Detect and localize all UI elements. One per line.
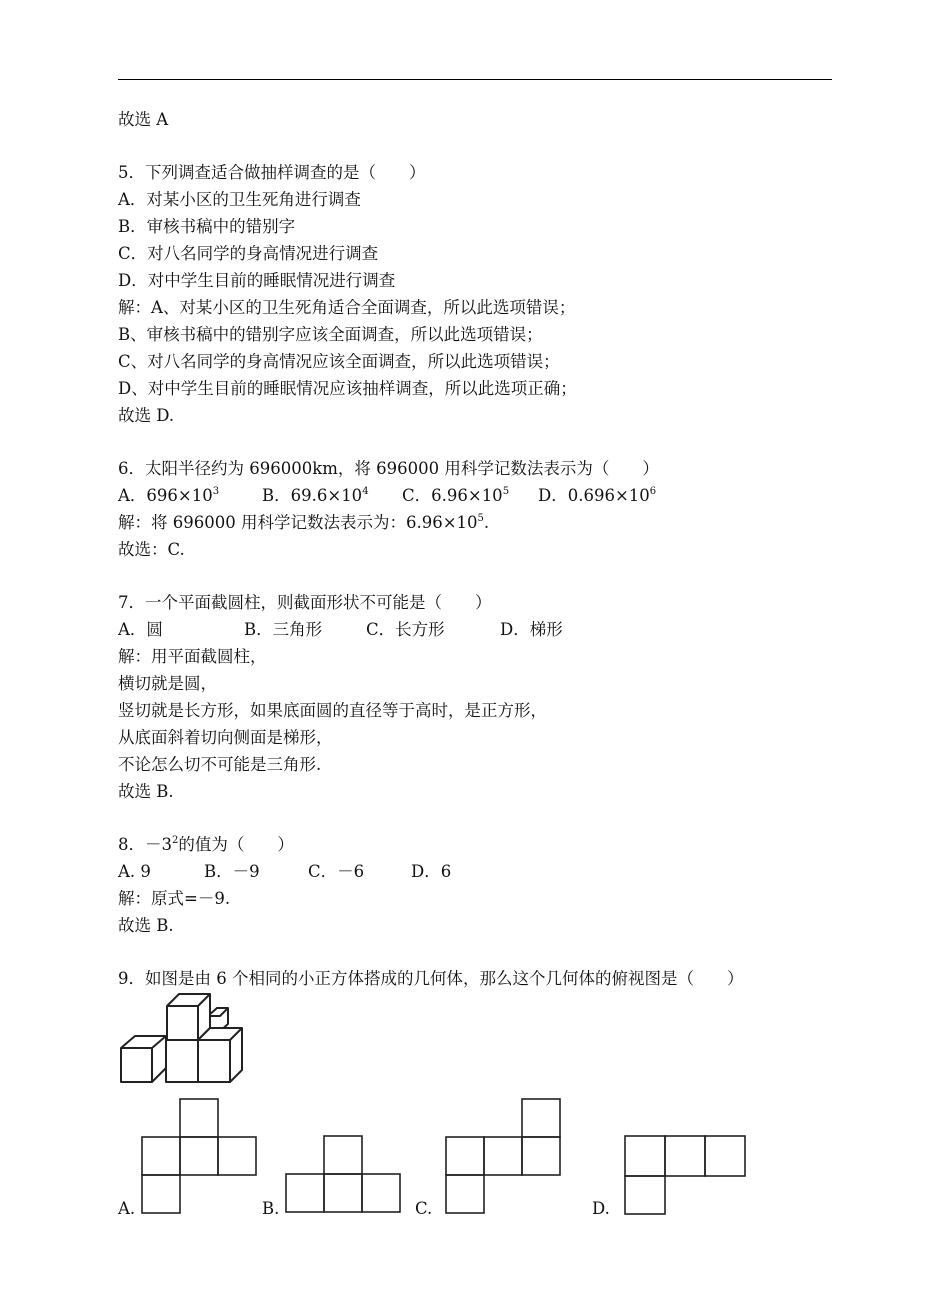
q7-option-d: D．梯形 [500,620,563,639]
q5-solution-1: 解：A、对某小区的卫生死角适合全面调查，所以此选项错误； [118,298,576,317]
q8-solution: 解：原式=－9. [118,889,231,908]
q5-answer: 故选 D. [118,406,175,425]
q7-option-c: C．长方形 [366,620,445,639]
q6-answer: 故选：C. [118,540,185,559]
q6-option-d: D．$0.696\times 10^6$ [538,486,657,505]
q8-option-d: D．6 [411,862,452,881]
q8-option-b: B．－9 [204,862,260,881]
cube-stack-figure [116,990,250,1086]
q5-option-c: C．对八名同学的身高情况进行调查 [118,244,379,263]
q8-answer: 故选 B. [118,916,174,935]
q9-option-c-grid [444,1097,566,1217]
header-rule [118,79,832,80]
q9-stem: 9．如图是由 6 个相同的小正方体搭成的几何体，那么这个几何体的俯视图是（ ） [118,969,744,988]
q8-stem: 8．$-3^2$的值为（ ） [118,835,294,854]
q8-options [118,861,452,883]
q5-stem: 5．下列调查适合做抽样调查的是（ ） [118,163,426,182]
q7-solution-1: 解：用平面截圆柱， [118,647,267,666]
q8-option-c: C．－6 [308,862,365,881]
q7-options [118,619,563,641]
q7-solution-4: 从底面斜着切向侧面是梯形， [118,728,333,747]
q7-solution-3: 竖切就是长方形，如果底面圆的直径等于高时，是正方形， [118,701,547,720]
q5-option-a: A．对某小区的卫生死角进行调查 [118,190,361,209]
q9-option-b-label: B. [262,1199,280,1218]
q7-answer: 故选 B. [118,782,174,801]
q6-option-a: A．$696\times 10^3$ [118,486,220,505]
q9-option-c-label: C. [415,1199,433,1218]
q6-option-b: B．$69.6\times 10^4$ [262,486,369,505]
q9-option-b-grid [284,1134,406,1216]
q6-stem: 6．太阳半径约为 696000km，将 696000 用科学记数法表示为（ ） [118,459,659,478]
q7-solution-5: 不论怎么切不可能是三角形. [118,755,322,774]
q7-option-a: A．圆 [118,620,163,639]
q5-solution-4: D、对中学生目前的睡眠情况应该抽样调查，所以此选项正确； [118,379,577,398]
q9-option-d-label: D. [592,1199,610,1218]
q6-options [118,485,657,507]
q5-option-d: D．对中学生目前的睡眠情况进行调查 [118,271,396,290]
q7-stem: 7．一个平面截圆柱，则截面形状不可能是（ ） [118,593,492,612]
q5-solution-2: B、审核书稿中的错别字应该全面调查，所以此选项错误； [118,325,543,344]
q6-option-c: C．$6.96\times 10^5$ [402,486,510,505]
q7-solution-2: 横切就是圆， [118,674,217,693]
q9-option-d-grid [623,1134,751,1216]
q7-option-b: B．三角形 [244,620,323,639]
q5-solution-3: C、对八名同学的身高情况应该全面调查，所以此选项错误； [118,352,560,371]
q9-option-a-label: A. [118,1199,136,1218]
q6-solution: 解：将 696000 用科学记数法表示为：$6.96\times 10^5$. [118,513,490,532]
prev-answer: 故选 A [118,110,169,129]
q5-option-b: B．审核书稿中的错别字 [118,217,296,236]
q8-option-a: A. 9 [118,862,151,881]
q9-option-a-grid [140,1097,262,1217]
